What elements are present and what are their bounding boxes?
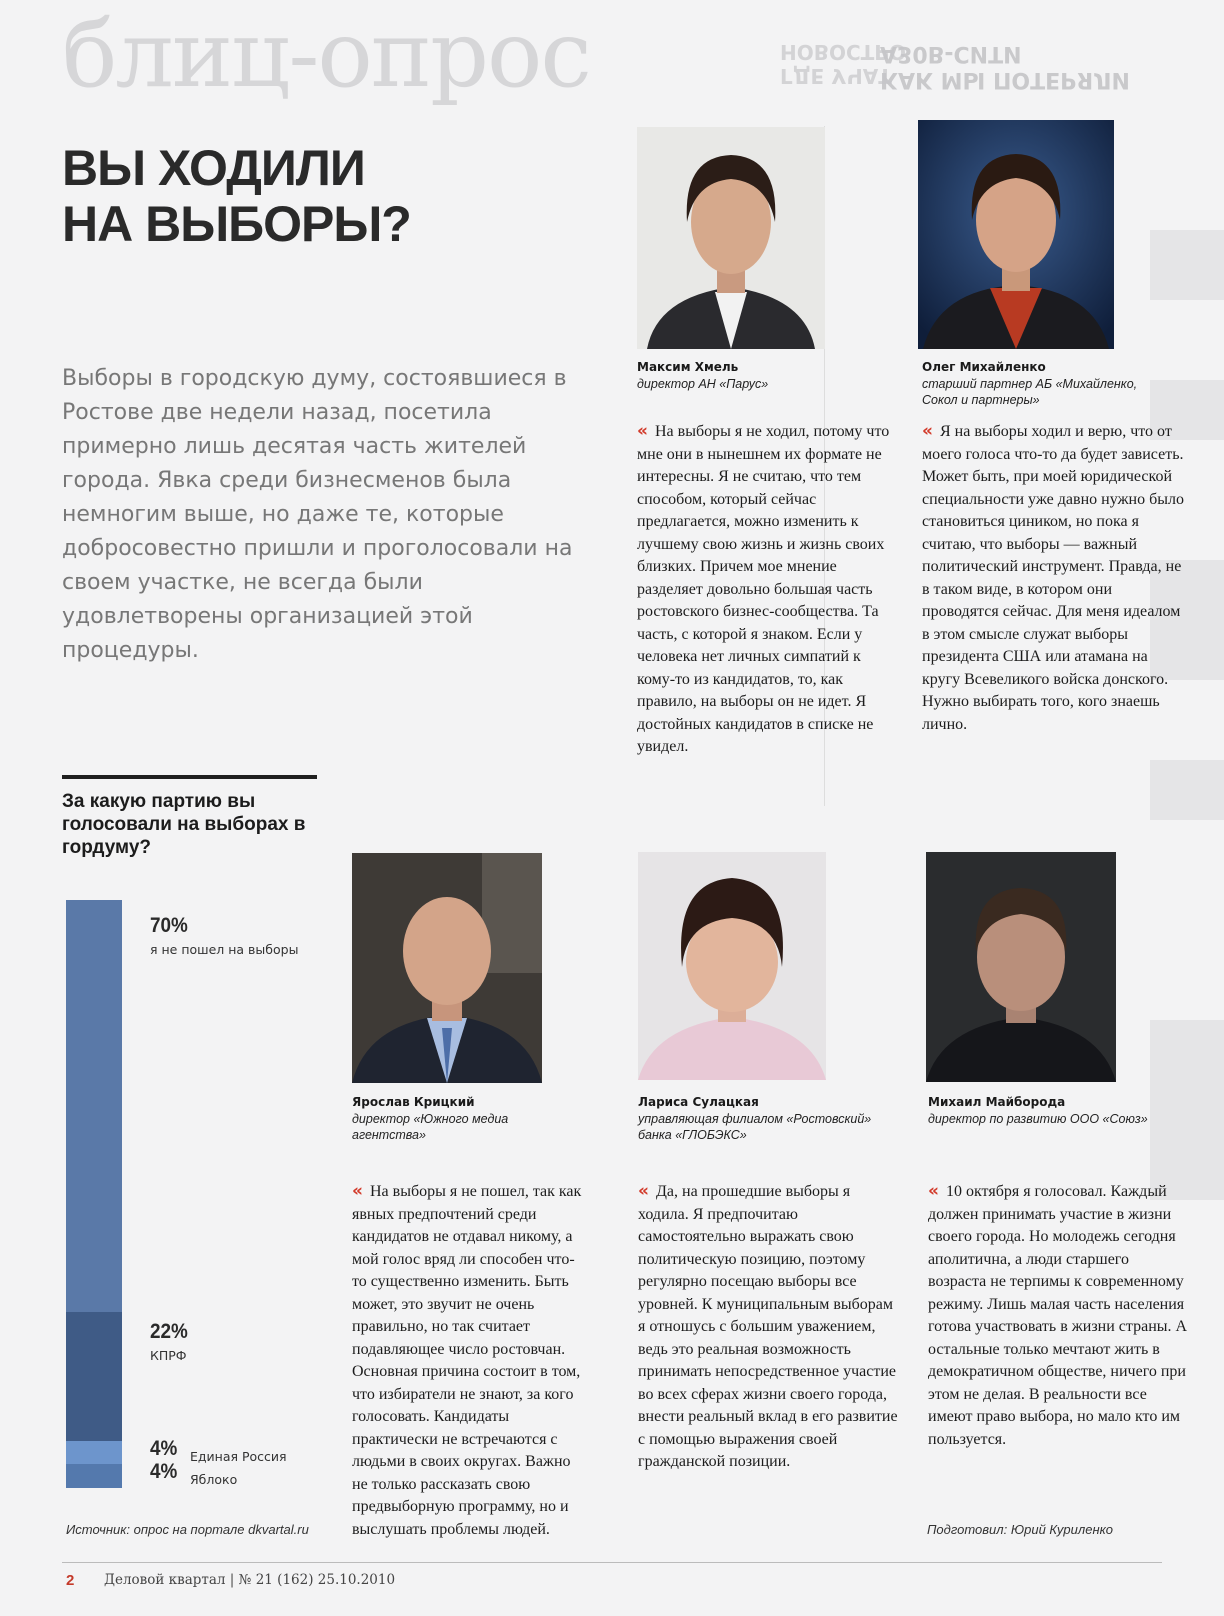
- poll-source: Источник: опрос на портале dkvartal.ru: [66, 1522, 309, 1537]
- bar-segment: [66, 1464, 122, 1488]
- bar-segment: [66, 900, 122, 1312]
- quote-text: « Да, на прошедшие выборы я ходила. Я предпочитаю самостоятельно выражать свою политическую позицию, поэтому регулярно посещаю выборы все уровней. К муниципальным выборам я отношусь с большим уважением, ведь это реальная возможность принимать непосредственное участие во всех сферах жизни своего города, внести реальный вклад в его развитие с помощью выражения своей гражданской позиции.: [638, 1181, 898, 1470]
- portrait-photo: [926, 852, 1116, 1082]
- portrait-photo: [352, 853, 542, 1083]
- bar-value-label: 4%: [150, 1460, 178, 1484]
- quote-text: « Я на выборы ходил и верю, что от моего голоса что-то да будет зависеть. Может быть, при моей юридической специальности уже давно нужно было становиться циником, но пока я считаю, что выборы — важный политический инструмент. Правда, не в таком виде, в котором они проводятся сейчас. Для меня идеалом в этом смысле служат выборы президента США или атамана на кругу Всевеликого войска донского. Нужно выбирать того, кого знаешь лично.: [922, 421, 1184, 733]
- bar-segment: [66, 1441, 122, 1465]
- page-number: 2: [66, 1572, 75, 1589]
- bar-category-label: КПРФ: [150, 1347, 187, 1363]
- person-role: директор «Южного медиа агентства»: [352, 1112, 509, 1142]
- quote-mark-icon: «: [638, 1181, 649, 1201]
- person-role: директор по развитию ООО «Союз»: [928, 1112, 1148, 1126]
- person-name: Михаил Майборода: [928, 1095, 1066, 1109]
- bar-segment: [66, 1312, 122, 1441]
- bar-value-label: 22%: [150, 1319, 188, 1343]
- portrait-photo: [637, 127, 825, 349]
- footer-publication: Деловой квартал | № 21 (162) 25.10.2010: [104, 1572, 396, 1588]
- page-title-line-1: ВЫ ХОДИЛИ: [62, 140, 365, 196]
- person-name: Максим Хмель: [637, 360, 739, 374]
- quote-text: « 10 октября я голосовал. Каждый должен принимать участие в жизни своего города. Но молодежь сегодня аполитична, а люди старшего возраста не терпимы к современному режиму. Лишь малая часть населения готова участвовать в жизни страны. А остальные только мечтают жить в демократичном обществе, ничего при этом не делая. В реальности все имеют право выбора, но мало кто им пользуется.: [928, 1181, 1188, 1448]
- person-role: управляющая филиалом «Ростовский» банка «ГЛОБЭКС»: [638, 1112, 872, 1142]
- person-role: старший партнер АБ «Михайленко, Сокол и партнеры»: [922, 377, 1138, 407]
- stacked-bar-chart: [66, 900, 122, 1488]
- page-title-line-2: НА ВЫБОРЫ?: [62, 196, 411, 252]
- bar-category-label: Единая Россия: [190, 1448, 287, 1464]
- bar-category-label: я не пошел на выборы: [150, 942, 299, 957]
- bleed-through-text: КАК МЫ ПОТЕРЯЛИ А30В-СИТИ: [880, 41, 1130, 92]
- chart-labels: [0, 0, 1, 1]
- bar-category-label: Яблоко: [190, 1472, 238, 1488]
- footer-rule: [62, 1562, 1162, 1563]
- quote-mark-icon: «: [922, 421, 933, 441]
- section-kicker: блиц-опрос: [62, 1, 590, 108]
- poll-question: За какую партию вы голосовали на выборах в гордуму?: [62, 791, 306, 858]
- quote-mark-icon: «: [637, 421, 648, 441]
- quote-mark-icon: «: [928, 1181, 939, 1201]
- quote-text: « На выборы я не ходил, потому что мне они в нынешнем их формате не интересны. Я не считаю, что тем способом, который сейчас предлагается, можно изменить к лучшему свою жизнь и жизнь своих близких. Причем мое мнение разделяет довольно большая часть ростовского бизнес-сообщества. Та часть, с которой я знаком. Если у человека нет личных симпатий к кому-то из кандидатов, то, как правило, на выборы он не идет. Я достойных кандидатов в списке не увидел.: [637, 421, 890, 755]
- bleed-through-text-2: ГДЕ УЧАТ НОВОСТРО: [780, 40, 906, 88]
- quote-mark-icon: «: [352, 1181, 363, 1201]
- prepared-by: Подготовил: Юрий Куриленко: [927, 1522, 1113, 1537]
- page-title: [62, 140, 411, 252]
- person-name: Олег Михайленко: [922, 360, 1046, 374]
- person-name: Ярослав Крицкий: [352, 1095, 475, 1109]
- bar-value-label: 70%: [150, 914, 188, 937]
- quote-text: « На выборы я не пошел, так как явных предпочтений среди кандидатов не отдавал никому, а мой голос вряд ли способен что-то существенно изменить. Быть может, это звучит не очень правильно, но так считает подавляющее число ростовчан. Основная причина состоит в том, что избиратели не знают, за кого голосовать. Кандидаты практически не встречаются с людьми в своих округах. Важно не только рассказать свою предвыборную программу, но и выслушать проблемы людей.: [352, 1181, 582, 1538]
- person-name: Лариса Сулацкая: [638, 1095, 759, 1109]
- portrait-photo: [638, 852, 826, 1080]
- portrait-photo: [918, 120, 1114, 349]
- poll-rule: [62, 775, 317, 779]
- bar-value-label: 4%: [150, 1436, 178, 1460]
- person-role: директор АН «Парус»: [637, 377, 769, 391]
- lead-paragraph: Выборы в городскую думу, состоявшиеся в Ростове две недели назад, посетила примерно лишь десятая часть жителей города. Явка среди бизнесменов была немногим выше, но даже те, которые добросовестно пришли и проголосовали на своем участке, не всегда были удовлетворены организацией этой процедуры.: [62, 366, 573, 663]
